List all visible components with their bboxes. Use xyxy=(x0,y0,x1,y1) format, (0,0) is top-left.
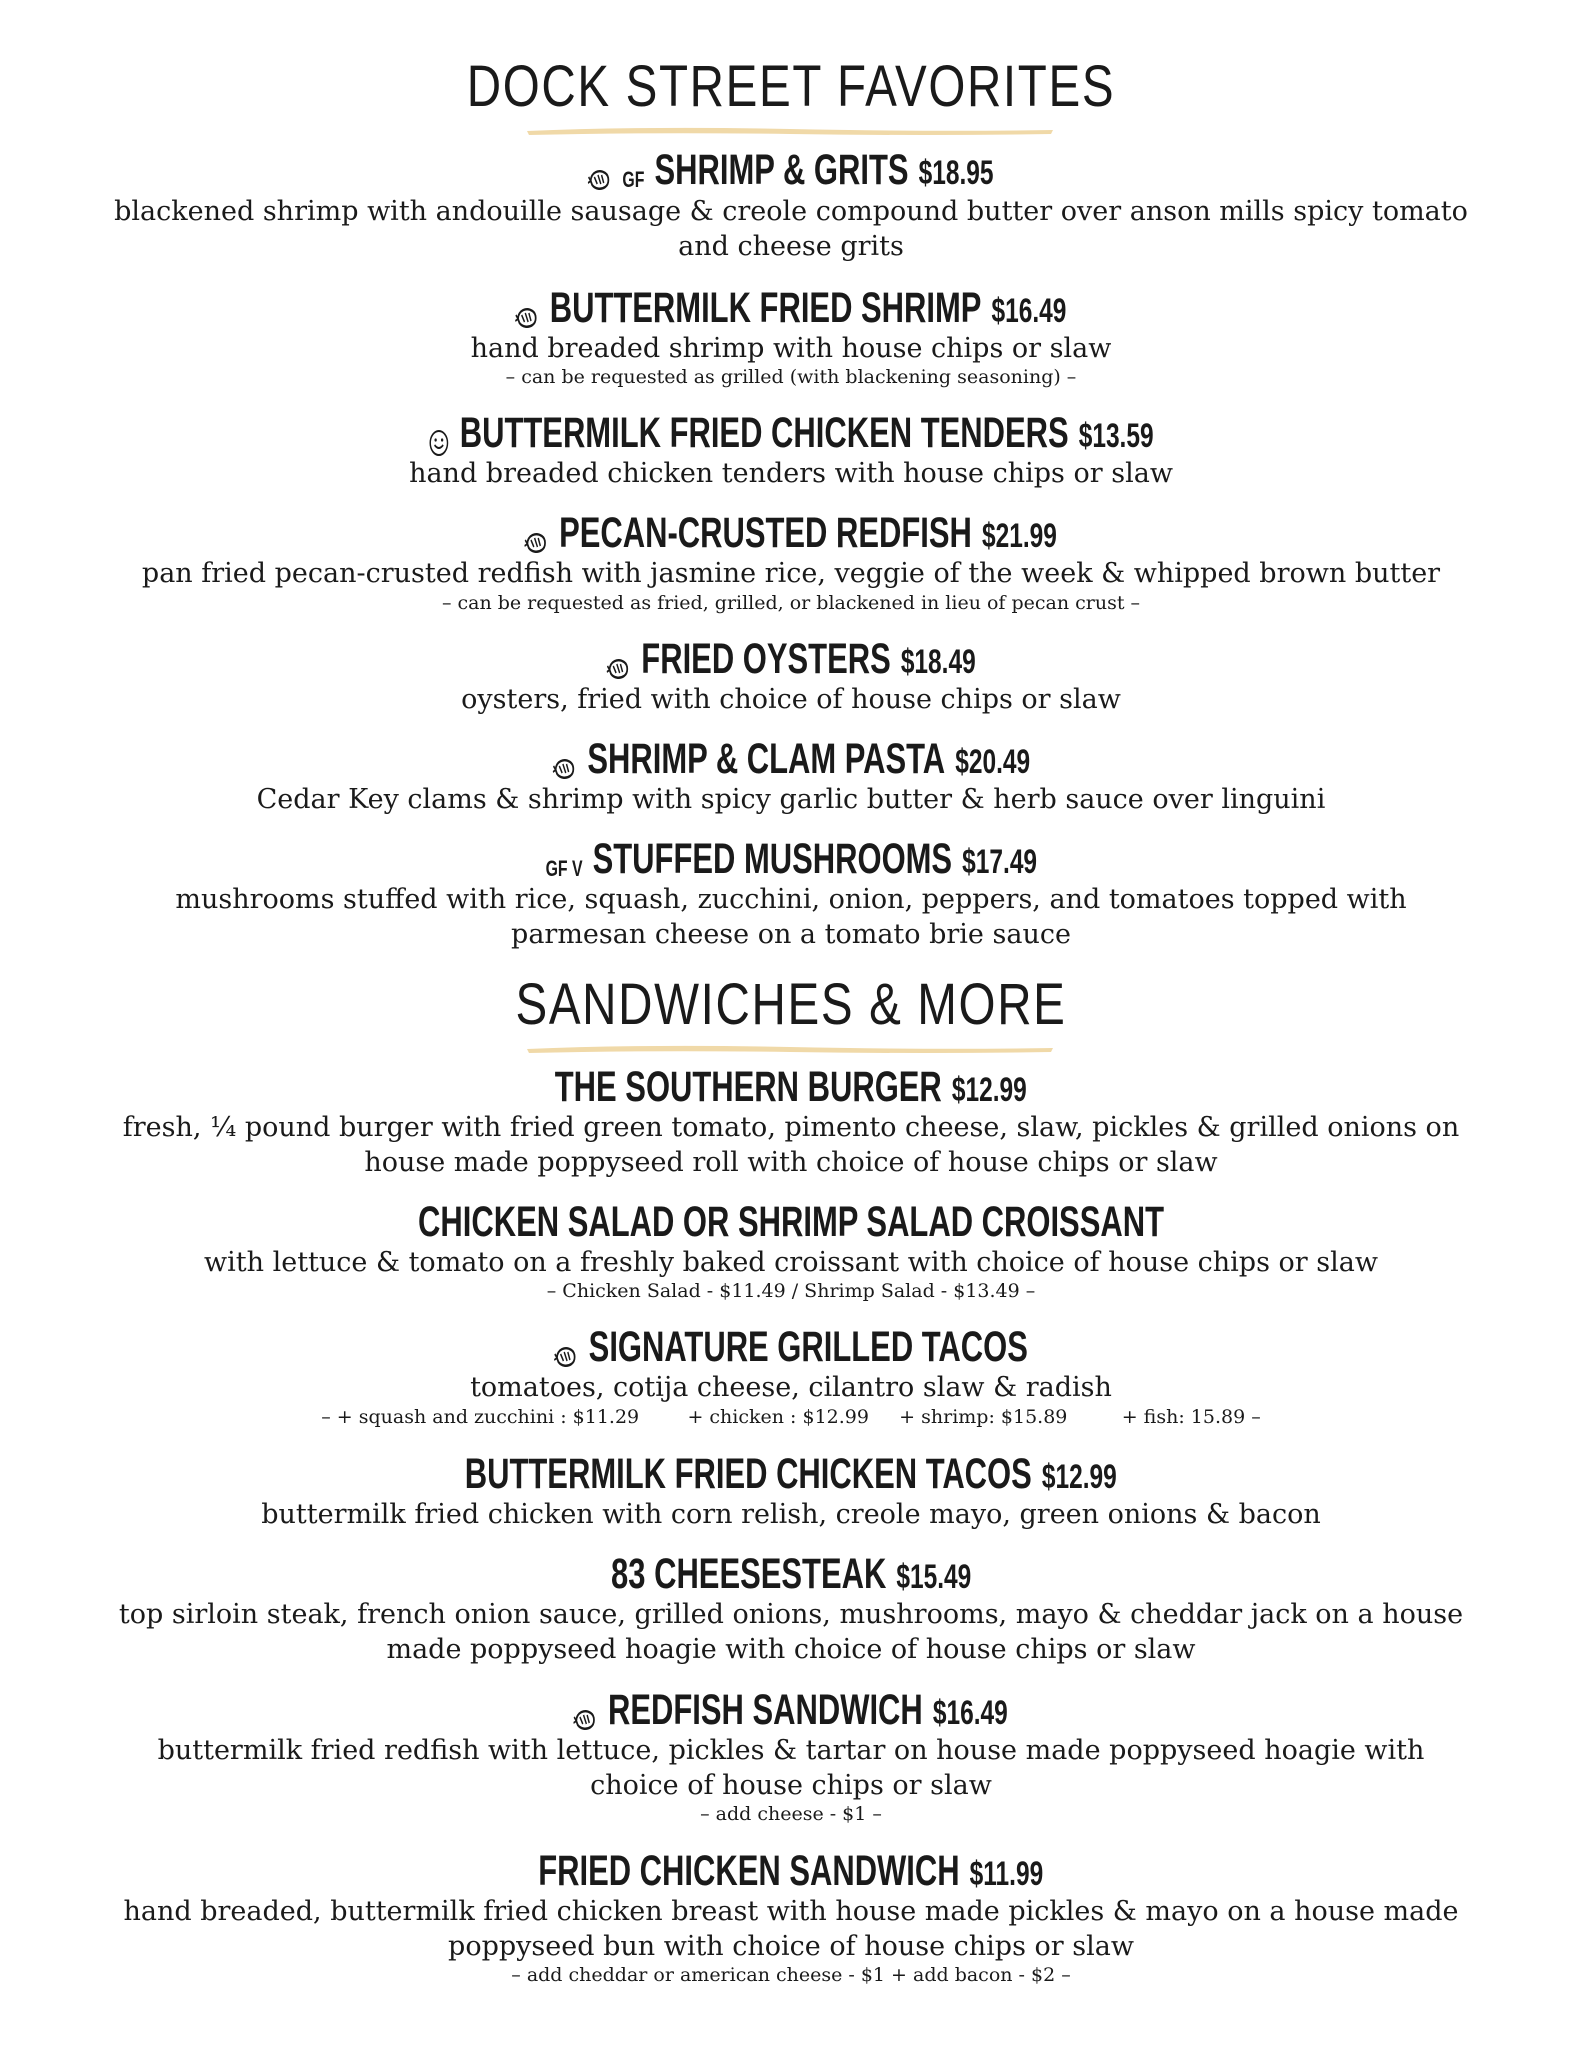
shrimp-icon xyxy=(515,305,539,331)
item-price: $18.95 xyxy=(918,154,994,192)
brush-underline xyxy=(525,125,1055,137)
item-description: tomatoes, cotija cheese, cilantro slaw & radish xyxy=(470,1372,1112,1403)
item-name: SHRIMP & CLAM PASTA xyxy=(586,735,945,783)
item-note: – Chicken Salad - $11.49 / Shrimp Salad - $13.49 – xyxy=(546,1280,1036,1302)
item-description: buttermilk fried chicken with corn relish, creole mayo, green onions & bacon xyxy=(261,1499,1321,1530)
item-name: PECAN-CRUSTED REDFISH xyxy=(559,509,973,557)
item-price: $20.49 xyxy=(954,743,1030,781)
shrimp-icon xyxy=(588,167,612,193)
item-price: $15.49 xyxy=(896,1558,972,1596)
item-name: 83 CHEESESTEAK xyxy=(610,1550,887,1598)
shrimp-icon xyxy=(574,1707,598,1733)
item-description: fresh, ¼ pound burger with fried green tomato, pimento cheese, slaw, pickles & grilled onions on house made poppyseed roll with choice of house chips or slaw xyxy=(122,1112,1460,1178)
item-name: FRIED CHICKEN SANDWICH xyxy=(538,1847,960,1895)
item-name: BUTTERMILK FRIED SHRIMP xyxy=(549,284,982,332)
item-description: hand breaded, buttermilk fried chicken breast with house made pickles & mayo on a house made poppyseed bun with choice of house chips or slaw xyxy=(123,1896,1459,1962)
item-note: – add cheese - $1 – xyxy=(700,1803,882,1825)
item-tag: GF V xyxy=(545,856,583,882)
item-name: REDFISH SANDWICH xyxy=(608,1686,924,1734)
item-note: – can be requested as grilled (with blackening seasoning) – xyxy=(505,366,1077,388)
brush-underline xyxy=(525,1043,1055,1055)
item-name: SHRIMP & GRITS xyxy=(654,146,909,194)
item-description: Cedar Key clams & shrimp with spicy garlic butter & herb sauce over linguini xyxy=(256,784,1326,815)
item-description: buttermilk fried redfish with lettuce, pickles & tartar on house made poppyseed hoagie with choice of house chips or slaw xyxy=(157,1735,1425,1801)
item-price: $12.99 xyxy=(952,1071,1027,1109)
shrimp-icon xyxy=(607,656,631,682)
item-description: with lettuce & tomato on a freshly baked croissant with choice of house chips or slaw xyxy=(204,1247,1378,1278)
item-name: BUTTERMILK FRIED CHICKEN TACOS xyxy=(465,1450,1033,1498)
item-description: blackened shrimp with andouille sausage & creole compound butter over anson mills spicy tomato and cheese grits xyxy=(114,196,1468,262)
item-price: $17.49 xyxy=(961,843,1037,881)
item-note: – can be requested as fried, grilled, or blackened in lieu of pecan crust – xyxy=(441,592,1141,614)
item-name: THE SOUTHERN BURGER xyxy=(555,1063,943,1111)
item-tag: GF xyxy=(622,167,645,193)
item-price: $11.99 xyxy=(969,1855,1044,1893)
item-price: $21.99 xyxy=(982,517,1058,555)
item-note: – add cheddar or american cheese - $1 + add bacon - $2 – xyxy=(511,1964,1071,1986)
shrimp-icon xyxy=(525,530,549,556)
item-description: hand breaded shrimp with house chips or slaw xyxy=(470,333,1112,364)
smiley-icon xyxy=(428,428,450,458)
item-name: STUFFED MUSHROOMS xyxy=(592,835,952,883)
item-description: mushrooms stuffed with rice, squash, zucchini, onion, peppers, and tomatoes topped with parmesan cheese on a tomato brie sauce xyxy=(175,884,1407,950)
item-price: $18.49 xyxy=(900,643,976,681)
item-name: CHICKEN SALAD OR SHRIMP SALAD CROISSANT xyxy=(418,1198,1164,1246)
item-description: top sirloin steak, french onion sauce, grilled onions, mushrooms, mayo & cheddar jack on a house made poppyseed hoagie with choice of house chips or slaw xyxy=(118,1599,1464,1665)
item-note: – + squash and zucchini : $11.29 + chicken : $12.99 + shrimp: $15.89 + fish: 15.89 – xyxy=(321,1406,1261,1428)
shrimp-icon xyxy=(554,1344,578,1370)
item-description: oysters, fried with choice of house chips or slaw xyxy=(461,684,1121,715)
item-price: $16.49 xyxy=(933,1694,1009,1732)
item-price: $12.99 xyxy=(1042,1458,1117,1496)
section-title-sandwiches: SANDWICHES & MORE xyxy=(515,972,1067,1037)
item-description: hand breaded chicken tenders with house chips or slaw xyxy=(409,458,1173,489)
item-price: $13.59 xyxy=(1078,417,1154,455)
shrimp-icon xyxy=(552,756,576,782)
item-name: SIGNATURE GRILLED TACOS xyxy=(588,1323,1028,1371)
section-title-favorites: DOCK STREET FAVORITES xyxy=(466,54,1116,119)
item-price: $16.49 xyxy=(991,292,1067,330)
item-description: pan fried pecan-crusted redfish with jasmine rice, veggie of the week & whipped brown butter xyxy=(141,558,1441,589)
item-name: BUTTERMILK FRIED CHICKEN TENDERS xyxy=(459,409,1069,457)
item-name: FRIED OYSTERS xyxy=(641,635,891,683)
